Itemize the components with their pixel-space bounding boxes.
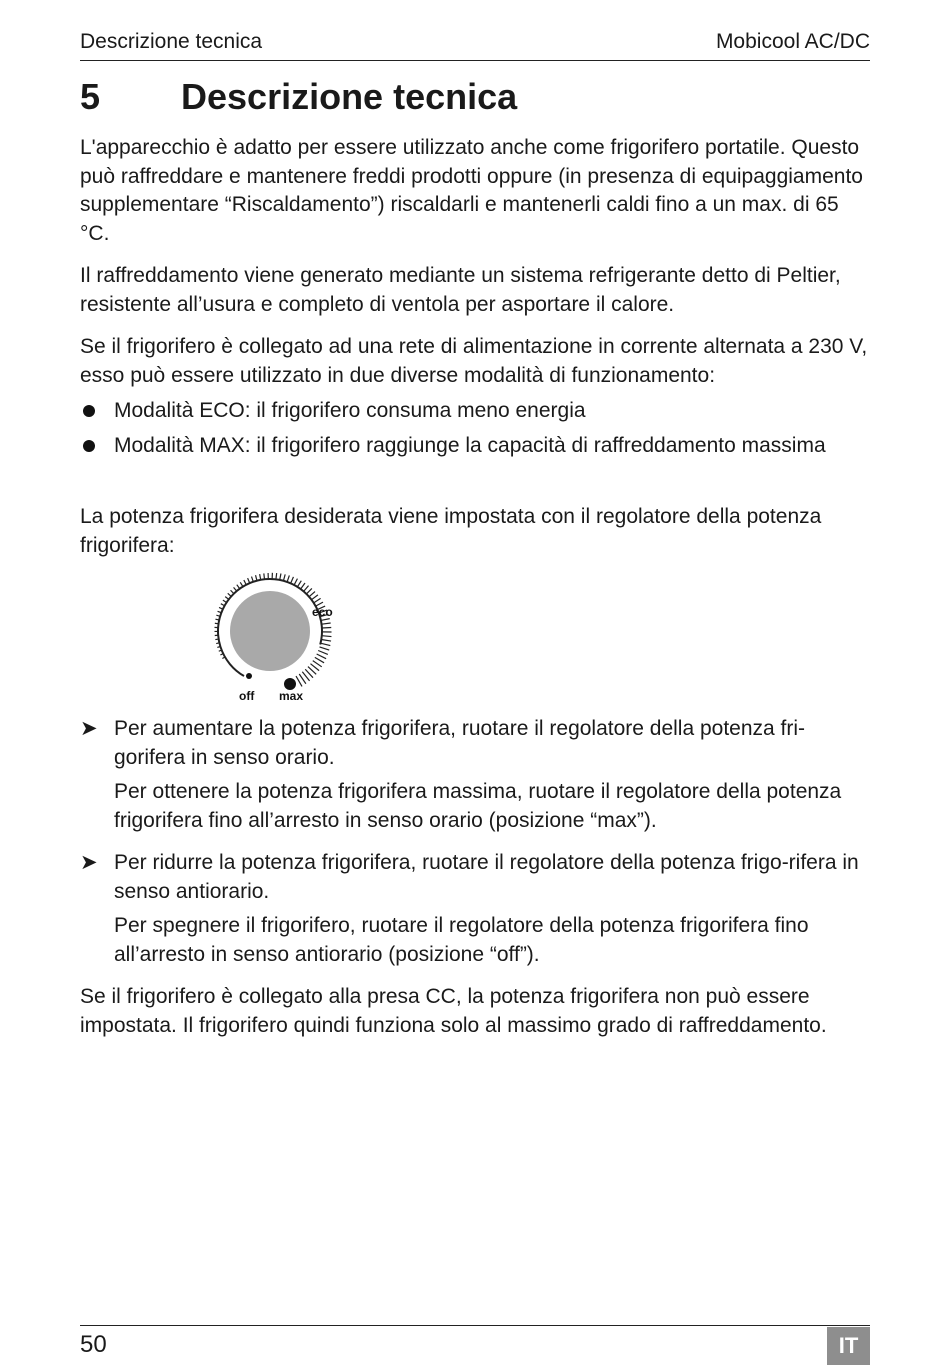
page-number: 50 [80, 1331, 107, 1358]
knob-scale-tick [244, 580, 246, 585]
step-arrow-icon: ➤ [80, 851, 98, 874]
instruction-increase [80, 715, 870, 772]
knob-scale-tick [320, 647, 330, 650]
step-arrow-icon: ➤ [80, 717, 98, 740]
off-position-dot [246, 673, 252, 679]
paragraph-peltier: Il raffreddamento viene generato mediante un sistema refrigerante detto di Peltier, resistente all’usura e completo di ventola per asportare il calore. [80, 264, 841, 316]
knob-scale-tick [215, 619, 219, 620]
knob-scale-tick [314, 598, 321, 602]
bullet-icon [83, 405, 95, 417]
knob-scale-tick [322, 623, 331, 624]
instruction-decrease [80, 849, 870, 906]
list-item-max [80, 432, 870, 461]
header-section-title: Descrizione tecnica [80, 30, 263, 53]
chapter-number: 5 [80, 76, 101, 117]
knob-scale-tick [283, 574, 285, 580]
knob-scale-tick [280, 574, 281, 580]
knob-scale-tick [223, 600, 227, 602]
knob-scale-tick [321, 643, 331, 645]
knob-scale-tick [215, 639, 218, 640]
knob-scale-tick [248, 578, 250, 583]
knob-scale-tick [304, 586, 309, 592]
knob-scale-tick [322, 627, 331, 628]
list-item-eco [80, 397, 870, 426]
instruction-text: Per aumentare la potenza frigorifera, ruotare il regolatore della potenza fri-gorifera in senso orario. [114, 717, 806, 769]
knob-scale-tick [256, 575, 257, 580]
knob-scale-tick [317, 654, 326, 659]
knob-scale-tick [291, 577, 294, 583]
list-item-text: Modalità ECO: il frigorifero consuma meno energia [114, 399, 586, 422]
chapter-title: Descrizione tecnica [181, 76, 518, 117]
knob-scale-tick [312, 595, 318, 600]
knob-scale-tick [252, 577, 254, 582]
paragraph-dc: Se il frigorifero è collegato alla presa CC, la potenza frigorifera non può essere impostata. Il frigorifero quindi funziona solo al massimo grado di raffreddamento. [80, 985, 827, 1037]
knob-scale-tick [322, 636, 332, 637]
paragraph-figure-intro: La potenza frigorifera desiderata viene impostata con il regolatore della potenza frigorifera: [80, 505, 822, 557]
knob-scale-tick [264, 573, 265, 579]
knob-body [230, 591, 310, 671]
knob-scale-tick [318, 651, 328, 655]
knob-scale-tick [276, 573, 277, 579]
knob-scale-tick [237, 585, 240, 589]
knob-scale-tick [309, 592, 315, 597]
knob-scale-tick [216, 643, 219, 644]
eco-label: eco [312, 605, 333, 619]
knob-scale-tick [240, 582, 243, 586]
knob-scale-tick [301, 583, 305, 589]
knob-scale-tick [228, 593, 231, 596]
cooling-knob-figure [210, 568, 350, 710]
knob-scale-tick [219, 607, 223, 609]
paragraph-intro: L'apparecchio è adatto per essere utilizzato anche come frigorifero portatile. Questo può raffreddare e mantenere freddi prodotti oppure (in presenza di equipaggiamento supplementare “Riscaldamento”) riscaldarli e mantenerli caldi fino a un max. di 65 °C. [80, 136, 863, 245]
max-label: max [279, 689, 304, 703]
knob-scale-tick [306, 588, 311, 594]
instruction-note: Per ottenere la potenza frigorifera massima, ruotare il regolatore della potenza frigorifera fino all’arresto in senso orario (posizione “max”). [114, 780, 842, 832]
off-label: off [239, 689, 255, 703]
knob-scale-tick [287, 575, 289, 581]
footer-divider [80, 1325, 870, 1326]
knob-scale-tick [297, 581, 301, 587]
knob-scale-tick [321, 639, 331, 641]
instruction-text: Per ridurre la potenza frigorifera, ruotare il regolatore della potenza frigo-rifera in senso antiorario. [114, 851, 859, 903]
list-item-text: Modalità MAX: il frigorifero raggiunge la capacità di raffreddamento massima [114, 434, 826, 457]
knob-scale-tick [231, 590, 234, 593]
language-tab: IT [827, 1327, 870, 1365]
instruction-note: Per spegnere il frigorifero, ruotare il regolatore della potenza frigorifera fino all’arresto in senso antiorario (posizione “off”). [114, 914, 809, 966]
knob-scale-tick [234, 587, 237, 591]
running-header [80, 28, 870, 61]
bullet-icon [83, 440, 95, 452]
knob-scale-tick [294, 579, 297, 585]
manual-page [80, 0, 870, 1365]
cooling-knob-dial [210, 568, 350, 710]
knob-scale-tick [215, 623, 219, 624]
paragraph-ac-modes: Se il frigorifero è collegato ad una rete di alimentazione in corrente alternata a 230 V, esso può essere utilizzato in due diverse modalità di funzionamento: [80, 335, 868, 387]
chapter-heading [80, 74, 517, 120]
header-product-name: Mobicool AC/DC [715, 30, 870, 53]
knob-scale-tick [225, 597, 229, 600]
knob-scale-tick [315, 657, 324, 662]
